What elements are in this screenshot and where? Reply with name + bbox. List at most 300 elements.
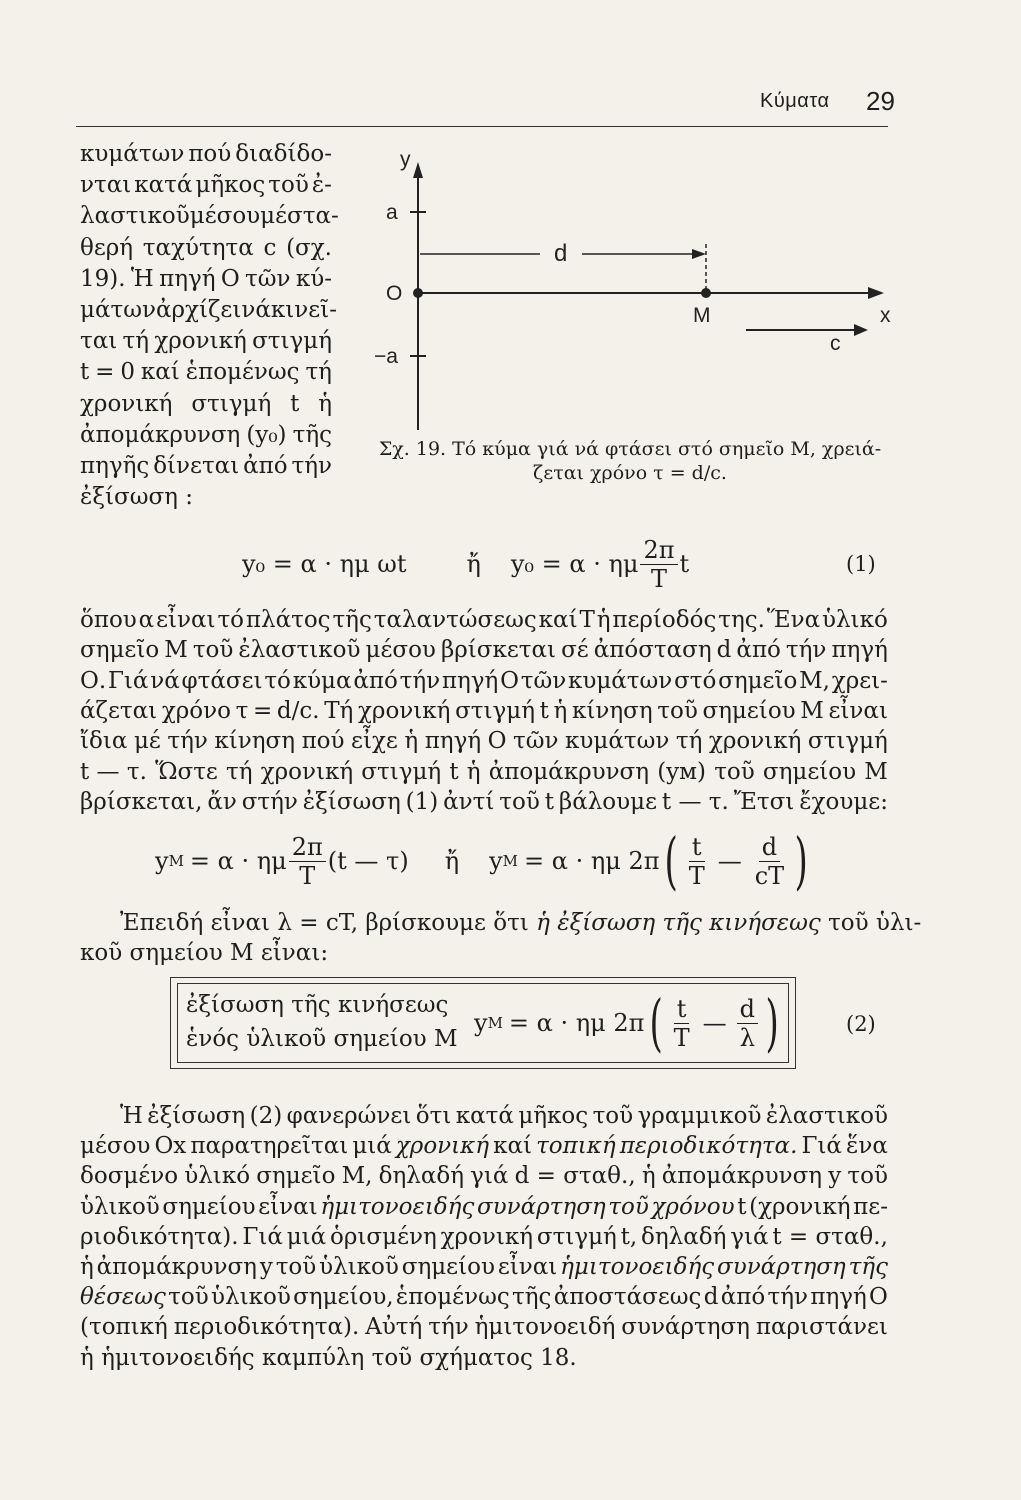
word: τοῦ <box>608 1193 649 1220</box>
word: καί <box>538 607 578 633</box>
eqm-rhs-rest: = α · ημ 2π <box>524 847 660 875</box>
word: σημεῖο <box>80 637 160 664</box>
eq2-rest: = α · ημ 2π <box>508 1009 645 1037</box>
word: ὅπου <box>80 607 137 633</box>
word: διαδίδο- <box>235 141 332 167</box>
word: ὁρισμένη <box>330 1223 437 1250</box>
paragraph-1-line <box>80 635 888 665</box>
word: στιγμή <box>252 328 332 355</box>
eq2-f2-den: λ <box>739 1023 755 1052</box>
word: ἕνα <box>846 1133 888 1160</box>
word: (1) <box>405 788 439 815</box>
word: πλάτος <box>245 607 331 633</box>
word: συνάρτηση <box>717 1254 846 1280</box>
eq1-rhs-prefix: y₀ = α · ημ <box>510 550 639 578</box>
point-m-label: M <box>693 304 711 327</box>
word: κυμάτων <box>80 141 185 167</box>
word: 0 <box>120 359 135 386</box>
word: ριοδικότητα). <box>80 1223 239 1250</box>
word: κυμάτων <box>567 667 673 694</box>
paragraph-3-line <box>80 1161 888 1191</box>
velocity-label: c <box>830 332 841 355</box>
figure-caption-line2: ζεται χρόνο τ = d/c. <box>533 462 727 484</box>
word: ἐλαστικοῦ <box>765 1103 888 1129</box>
word: στιγμή <box>361 758 442 785</box>
eqm-rhs-sub: M <box>502 852 518 870</box>
word: Γιά <box>107 667 149 694</box>
word: Ο <box>220 265 240 292</box>
para2-line1-a: Ἐπειδή εἶναι λ = cT, βρίσκουμε ὅτι <box>120 910 529 936</box>
word: τό <box>217 607 245 633</box>
left-column-line <box>80 420 332 450</box>
word: εἶχε <box>351 728 398 755</box>
word: εἶναι <box>497 1254 558 1280</box>
word: ἡμιτονοειδή <box>474 1314 616 1341</box>
eq2-fraction-d <box>737 995 758 1052</box>
eqm-fraction-d <box>752 833 787 890</box>
word: πηγή <box>159 265 216 292</box>
word: ἀντί <box>443 788 495 815</box>
left-column-line <box>80 264 332 294</box>
word: ὑλικό <box>822 607 888 633</box>
word: τοῦ <box>657 697 698 724</box>
word: καί <box>493 1133 533 1160</box>
word: πηγή <box>441 667 499 694</box>
word: μέ <box>133 728 161 755</box>
word: νά <box>150 667 180 694</box>
word: ἐξίσωση <box>302 788 401 815</box>
word: πε- <box>853 1193 888 1220</box>
word: ἡμιτονοειδής <box>320 1193 475 1220</box>
figure-caption-line1: Σχ. 19. Τό κύμα γιά νά φτάσει στό σημεῖο Μ, χρειά- <box>378 438 882 460</box>
left-column-line <box>80 233 332 263</box>
word: ἀποστάσεως <box>553 1284 702 1311</box>
word: d/c. <box>276 697 320 724</box>
word: t = σταθ., <box>772 1223 888 1250</box>
word: δοσμένο <box>80 1163 179 1190</box>
origin-point <box>413 288 423 298</box>
word: χρει- <box>831 667 888 694</box>
paragraph-3-line <box>80 1282 888 1312</box>
word: χρονική <box>440 1223 534 1250</box>
eqm-f1-num: t <box>689 833 705 862</box>
word: τό <box>264 667 291 694</box>
paragraph-3-line <box>80 1312 888 1342</box>
paragraph-3-line <box>80 1252 888 1282</box>
word: (y₀) <box>246 421 287 448</box>
word: τοῦ <box>192 637 234 664</box>
paragraph-3-line <box>80 1192 888 1222</box>
word: κινεῖ- <box>270 297 337 323</box>
word: καί <box>140 359 180 386</box>
word: άζεται <box>80 697 158 724</box>
eqm-lhs-suffix: (t — τ) <box>327 847 409 875</box>
word: φτάσει <box>181 667 263 694</box>
word: κίνηση <box>571 697 653 724</box>
word: μῆκος <box>195 172 266 199</box>
word: στιγμή <box>455 697 536 724</box>
word: ἡ ἡμιτονοειδής καμπύλη τοῦ σχήματος 18. <box>80 1344 577 1371</box>
figure-19-diagram <box>360 140 900 440</box>
word: κύ- <box>295 265 332 292</box>
eq2-sub: M <box>487 1014 503 1032</box>
word: πηγή <box>810 1284 867 1311</box>
word: (2) <box>249 1103 283 1129</box>
eq1-frac-num: 2π <box>640 536 677 565</box>
word: ἀρχίζει <box>155 297 242 323</box>
word: δίνεται <box>153 453 240 479</box>
word: Οx <box>154 1133 187 1160</box>
eqm-lhs-rest: = α · ημ <box>189 847 287 875</box>
word: ἀπό <box>720 1284 766 1311</box>
word: μάτων <box>80 297 156 323</box>
word: τή <box>226 758 253 785</box>
word: περιοδικότητα). <box>173 1314 360 1341</box>
eqm-lhs-sub: M <box>168 852 184 870</box>
eq2-fraction-t <box>671 995 693 1052</box>
word: t <box>449 758 459 785</box>
word: Ο <box>487 728 507 755</box>
word: τήν <box>291 453 332 479</box>
word: τήν <box>767 1284 809 1311</box>
word: Ἡ <box>120 1103 143 1129</box>
word: ἡ <box>596 607 611 633</box>
word: σημείου <box>762 758 857 785</box>
word: πού <box>301 728 345 755</box>
header-rule <box>76 126 888 127</box>
word: μέσου <box>80 1133 151 1160</box>
y-axis-arrow <box>413 162 423 178</box>
word: τῶν <box>520 667 567 694</box>
word: Μ, <box>799 667 830 694</box>
origin-label: O <box>386 282 403 305</box>
word: τοῦ <box>268 172 309 199</box>
word: χρονική <box>708 728 802 755</box>
word: (τοπική <box>80 1314 168 1341</box>
word: Ἕνα <box>766 607 821 633</box>
eq1-lhs: y₀ = α · ημ ωt <box>242 550 407 578</box>
word: ἡ <box>641 1163 656 1190</box>
word: τ <box>235 697 249 724</box>
word: ἔχουμε: <box>799 788 888 815</box>
word: ἡμιτονοειδής <box>560 1254 715 1280</box>
word: της. <box>718 607 765 633</box>
word: τῶν <box>245 265 291 292</box>
paragraph-1-line <box>80 605 888 635</box>
eqm-or: ἤ <box>444 847 460 875</box>
word: τοῦ <box>168 1284 209 1311</box>
word: τή <box>675 728 703 755</box>
word: κατά <box>455 1103 514 1129</box>
left-column-line <box>80 357 332 387</box>
a-label: a <box>386 201 398 224</box>
word: = <box>252 697 273 724</box>
word: Γιά <box>242 1223 283 1250</box>
left-column-line <box>80 201 339 231</box>
word: τήν <box>428 1314 469 1341</box>
word: χρονική <box>80 390 173 417</box>
word: α <box>138 607 155 633</box>
left-column-line <box>80 482 332 512</box>
word: ἐξίσωση : <box>80 484 194 511</box>
word: d <box>716 637 732 664</box>
word: ἀπομάκρυνση <box>80 421 241 448</box>
word: εἶναι <box>258 1193 318 1220</box>
left-column-line <box>80 389 332 419</box>
word: τοπική <box>536 1133 616 1160</box>
word: T <box>579 607 595 633</box>
word: t <box>80 359 90 386</box>
word: ἀπό <box>736 637 781 664</box>
word: σημεῖο <box>256 1163 336 1190</box>
word: τοῦ <box>499 788 540 815</box>
word: σημείου <box>401 1254 495 1280</box>
word: c <box>263 234 277 261</box>
eq2-minus: — <box>702 1009 727 1037</box>
word: μέ <box>260 203 288 230</box>
word: t <box>539 697 549 724</box>
word: Τή <box>324 697 354 724</box>
word: παριστάνει <box>755 1314 888 1341</box>
word: παρατηρεῖται <box>190 1133 349 1160</box>
word: Μ <box>800 697 824 724</box>
word: ται <box>80 328 118 355</box>
word: Γιά <box>801 1133 842 1160</box>
eq2-label-line1: ἐξίσωση τῆς κινήσεως <box>186 992 449 1018</box>
word: t <box>290 390 300 417</box>
word: τῶν <box>513 728 559 755</box>
eqm-frac-den: T <box>299 861 316 890</box>
word: γιά <box>470 1163 509 1190</box>
word: μέσου <box>189 203 261 230</box>
word: ἀπομάκρυνση <box>96 1254 257 1280</box>
word: δηλαδή <box>378 1163 464 1190</box>
eqm-frac-num: 2π <box>289 833 326 862</box>
word: πηγή <box>424 728 482 755</box>
word: σημείου <box>702 697 796 724</box>
word: τοῦ <box>275 1254 317 1280</box>
distance-arrow-head <box>692 249 706 259</box>
word: τῆς <box>332 607 372 633</box>
word: ἡ <box>404 728 419 755</box>
paragraph-3-line <box>80 1131 888 1161</box>
word: σημεῖο <box>718 667 798 694</box>
word: μέσου <box>365 637 436 664</box>
eq1-fraction <box>640 536 677 593</box>
word: ἀπομάκρυνση <box>488 758 650 785</box>
velocity-arrow-head <box>854 324 868 336</box>
word: γραμμικοῦ <box>637 1103 762 1129</box>
eqm-left-paren: ( <box>664 824 679 897</box>
word: t — τ. <box>661 788 729 815</box>
word: κατά <box>134 172 193 199</box>
word: βρίσκεται <box>440 637 557 664</box>
paragraph-1-line <box>80 787 888 817</box>
word: τῆς <box>292 421 332 448</box>
word: ὑλικοῦ <box>80 1193 160 1220</box>
word: φανερώνει <box>286 1103 412 1129</box>
word: d = σταθ., <box>514 1163 636 1190</box>
left-column-line <box>80 451 332 481</box>
equation-1 <box>242 534 689 594</box>
word: ἀπόσταση <box>593 637 712 664</box>
eq2-f1-num: t <box>674 995 690 1024</box>
word: t <box>544 788 554 815</box>
paragraph-1-line <box>80 757 888 787</box>
word: πηγή <box>831 637 888 664</box>
word: βάλουμε <box>558 788 657 815</box>
word: ἐ- <box>311 172 332 199</box>
word: τῆς <box>512 1284 552 1311</box>
y-axis-label: y <box>400 148 411 171</box>
word: τήν <box>785 637 827 664</box>
word: πού <box>188 141 232 167</box>
eqm-f2-den: cT <box>754 861 785 890</box>
word: ἑπομένως <box>395 1284 510 1311</box>
word: νά <box>241 297 271 323</box>
word: εἶναι <box>156 607 216 633</box>
word: ἐξίσωση <box>147 1103 246 1129</box>
word: τοῦ <box>592 1103 634 1129</box>
eq1-or: ἤ <box>466 550 481 578</box>
eqm-f2-num: d <box>759 833 780 862</box>
word: (yᴍ) <box>657 758 707 785</box>
distance-label: d <box>554 240 568 267</box>
word: y <box>828 1163 842 1190</box>
paragraph-3-line <box>120 1101 888 1131</box>
word: ἀπό <box>353 667 398 694</box>
eqm-fraction <box>289 833 326 890</box>
word: τή <box>305 359 332 386</box>
word: μιά <box>286 1223 327 1250</box>
word: χρονική <box>154 328 247 355</box>
equation-2-number: (2) <box>846 1012 876 1036</box>
word: ἡ <box>466 758 481 785</box>
word: ἴδια <box>80 728 128 755</box>
para2-line1-c: τοῦ ὑλι- <box>828 910 922 936</box>
eq2-f1-den: T <box>673 1023 690 1052</box>
word: στα- <box>287 203 339 230</box>
word: μιά <box>352 1133 392 1160</box>
word: στιγμή <box>191 390 272 417</box>
word: Ο <box>500 667 519 694</box>
word: (χρονική <box>749 1193 851 1220</box>
word: Ἡ <box>130 265 154 292</box>
word: χρονική <box>260 758 354 785</box>
word: λαστικοῦ <box>80 203 190 230</box>
word: σημείου <box>162 1193 256 1220</box>
word: σέ <box>561 637 589 664</box>
word: περίοδός <box>612 607 717 633</box>
equation-1-number: (1) <box>846 552 876 576</box>
word: νται <box>80 172 132 199</box>
word: χρόνου <box>651 1193 735 1220</box>
x-axis-label: x <box>880 304 891 327</box>
eq2-left-paren: ( <box>649 986 664 1059</box>
word: Αὐτή <box>365 1314 423 1341</box>
page-number: 29 <box>866 86 895 116</box>
equation-2 <box>474 986 784 1059</box>
minus-a-label: −a <box>374 345 398 368</box>
x-axis-arrow <box>868 287 884 299</box>
paragraph-1-line <box>80 666 888 696</box>
word: θερή <box>80 234 134 261</box>
word: Μ <box>864 758 888 785</box>
word: ἡ <box>80 1254 94 1280</box>
paragraph-3-line <box>80 1343 888 1373</box>
word: t <box>737 1193 747 1220</box>
word: Ο <box>869 1284 888 1311</box>
word: βρίσκεται, <box>80 788 203 815</box>
word: τοῦ <box>847 1163 888 1190</box>
left-column-line <box>80 170 332 200</box>
running-header-title: Κύματα <box>760 90 830 112</box>
word: στήν <box>241 788 298 815</box>
eqm-lhs-prefix: y <box>155 847 169 875</box>
word: μῆκος <box>518 1103 589 1129</box>
eqm-f1-den: T <box>688 861 705 890</box>
eq2-f2-num: d <box>737 995 758 1024</box>
word: ἐλαστικοῦ <box>238 637 361 664</box>
word: ἀπομάκρυνση <box>661 1163 823 1190</box>
word: Μ <box>164 637 188 664</box>
paragraph-3-line <box>80 1222 888 1252</box>
left-column-line <box>80 139 332 169</box>
word: χρονική <box>357 697 451 724</box>
eqm-minus: — <box>717 847 742 875</box>
word: τή <box>122 328 150 355</box>
word: Ἔτσι <box>733 788 795 815</box>
word: y <box>259 1254 273 1280</box>
word: πηγῆς <box>80 453 150 479</box>
word: Μ, <box>341 1163 373 1190</box>
word: (σχ. <box>286 234 332 261</box>
para2-line1-b: ἡ ἐξίσωση τῆς κινήσεως <box>536 910 821 936</box>
word: ἀπό <box>243 453 288 479</box>
eqm-rhs-prefix: y <box>489 847 503 875</box>
word: ἡ <box>553 697 568 724</box>
word: θέσεως <box>80 1284 166 1311</box>
word: t — τ. <box>80 758 147 785</box>
word: στιγμή <box>536 1223 617 1250</box>
word: χρονική <box>395 1133 490 1160</box>
word: 19). <box>80 265 126 292</box>
point-m <box>701 288 711 298</box>
paragraph-2-line-2: κοῦ σημείου Μ εἶναι: <box>80 940 329 966</box>
word: ταχύτητα <box>142 234 254 261</box>
left-column-line <box>80 295 337 325</box>
eq1-rhs-suffix: t <box>679 550 690 578</box>
word: Ὥστε <box>155 758 218 785</box>
word: χρόνο <box>161 697 231 724</box>
word: t, <box>620 1223 638 1250</box>
eqm-fraction-t <box>686 833 708 890</box>
word: τῆς <box>848 1254 888 1280</box>
word: ὑλικοῦ <box>319 1254 399 1280</box>
word: ὅτι <box>415 1103 452 1129</box>
paragraph-1-line <box>80 726 888 756</box>
word: τήν <box>167 728 208 755</box>
eq2-right-paren: ) <box>765 986 779 1059</box>
word: τήν <box>399 667 441 694</box>
eq1-frac-den: T <box>651 564 668 593</box>
word: περιοδικότητα. <box>619 1133 798 1160</box>
word: κύμα <box>292 667 352 694</box>
equation-displacement-m <box>155 824 813 897</box>
word: στό <box>674 667 717 694</box>
word: συνάρτηση <box>476 1193 606 1220</box>
eqm-right-paren: ) <box>794 824 808 897</box>
